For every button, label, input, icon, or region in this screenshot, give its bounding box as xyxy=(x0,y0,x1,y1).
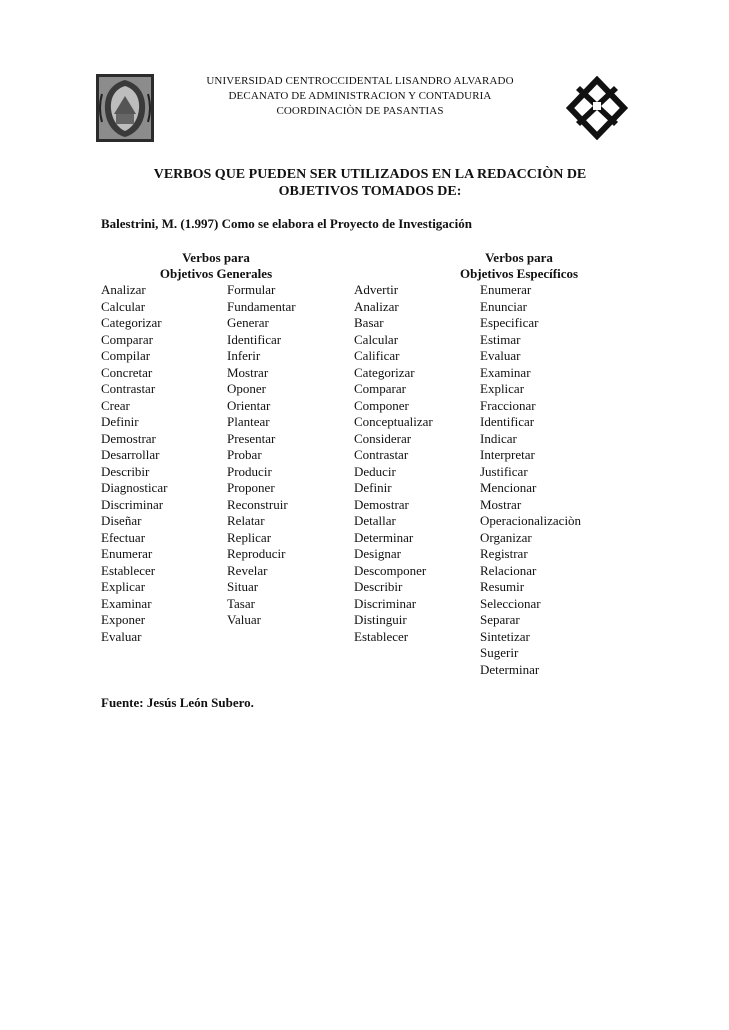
verb-item: Revelar xyxy=(227,562,268,578)
verb-item: Examinar xyxy=(480,364,531,380)
verb-item: Calcular xyxy=(354,331,399,347)
verb-item: Conceptualizar xyxy=(354,414,433,429)
verb-item: Formular xyxy=(227,282,276,297)
verb-item: Describir xyxy=(101,463,150,479)
verb-item: Discriminar xyxy=(101,496,164,512)
verb-item: Valuar xyxy=(227,612,261,627)
verb-item: Analizar xyxy=(354,298,399,314)
verb-item: Desarrollar xyxy=(101,447,160,462)
verb-item: Establecer xyxy=(354,628,409,644)
verb-item: Sugerir xyxy=(480,645,519,660)
title-line-1: VERBOS QUE PUEDEN SER UTILIZADOS EN LA REDACCIÒN DE xyxy=(153,167,587,182)
verb-item: Producir xyxy=(227,463,272,479)
title-line-2: OBJETIVOS TOMADOS DE: xyxy=(278,184,462,199)
deanery-emblem-icon xyxy=(566,76,628,140)
verb-item: Tasar xyxy=(227,595,255,611)
verb-item: Basar xyxy=(354,315,384,330)
verb-item: Seleccionar xyxy=(480,595,541,611)
verb-item: Detallar xyxy=(354,513,396,528)
source-footer: Fuente: Jesús León Subero. xyxy=(101,695,254,710)
verb-item: Separar xyxy=(480,612,520,627)
verb-item: Contrastar xyxy=(354,447,409,462)
verb-item: Demostrar xyxy=(354,496,409,512)
source-citation: Balestrini, M. (1.997) Como se elabora el Proyecto de Investigación xyxy=(101,216,472,231)
verb-item: Relatar xyxy=(227,513,265,528)
verb-item: Comparar xyxy=(354,381,406,396)
verb-item: Reproducir xyxy=(227,546,286,561)
verb-item: Crear xyxy=(101,397,130,413)
verb-item: Presentar xyxy=(227,430,276,446)
verb-item: Contrastar xyxy=(101,381,156,396)
verb-item: Fraccionar xyxy=(480,397,536,413)
verb-item: Orientar xyxy=(227,397,271,413)
verb-item: Determinar xyxy=(354,529,414,545)
verb-item: Plantear xyxy=(227,414,270,429)
verb-item: Especificar xyxy=(480,315,539,330)
verb-item: Replicar xyxy=(227,529,272,545)
verb-item: Mostrar xyxy=(480,496,522,512)
verb-item: Comparar xyxy=(101,331,153,347)
verb-item: Oponer xyxy=(227,381,266,396)
verb-item: Definir xyxy=(101,414,139,429)
verb-item: Mostrar xyxy=(227,364,269,380)
general-verbs-column-2 xyxy=(227,282,296,629)
verb-item: Mencionar xyxy=(480,480,537,495)
specific-heading-line-1: Verbos para xyxy=(485,250,553,265)
verb-item: Justificar xyxy=(480,463,528,479)
verb-item: Interpretar xyxy=(480,447,535,462)
verb-item: Resumir xyxy=(480,579,525,594)
verb-item: Situar xyxy=(227,579,259,594)
university-name: UNIVERSIDAD CENTROCCIDENTAL LISANDRO ALVARADO xyxy=(206,75,514,87)
verb-item: Diagnosticar xyxy=(101,480,168,495)
verb-item: Considerar xyxy=(354,430,412,446)
verb-item: Discriminar xyxy=(354,595,417,611)
specific-verbs-column-1 xyxy=(354,282,433,645)
verb-item: Generar xyxy=(227,315,269,330)
verb-item: Enumerar xyxy=(101,546,153,561)
verb-item: Probar xyxy=(227,447,262,462)
general-heading-line-2: Objetivos Generales xyxy=(159,266,273,281)
verb-item: Categorizar xyxy=(101,315,162,330)
verb-item: Analizar xyxy=(101,282,146,297)
verb-item: Distinguir xyxy=(354,612,407,627)
verb-item: Relacionar xyxy=(480,562,537,578)
verb-item: Establecer xyxy=(101,562,156,578)
verb-item: Categorizar xyxy=(354,364,415,380)
verb-item: Organizar xyxy=(480,529,532,545)
verb-item: Registrar xyxy=(480,546,528,561)
verb-item: Enunciar xyxy=(480,298,527,314)
specific-heading-line-2: Objetivos Específicos xyxy=(459,266,579,281)
deanery-name: DECANATO DE ADMINISTRACION Y CONTADURIA xyxy=(228,90,492,102)
verb-item: Determinar xyxy=(480,661,540,677)
verb-item: Advertir xyxy=(354,282,399,297)
verb-item: Evaluar xyxy=(101,628,142,644)
verb-item: Fundamentar xyxy=(227,298,296,314)
general-objectives-heading xyxy=(150,250,282,282)
verb-item: Designar xyxy=(354,546,401,561)
verb-item: Reconstruir xyxy=(227,496,288,512)
verb-item: Concretar xyxy=(101,364,153,380)
verb-item: Definir xyxy=(354,480,392,495)
verb-item: Explicar xyxy=(101,579,146,594)
verb-item: Explicar xyxy=(480,381,525,396)
verb-item: Descomponer xyxy=(354,562,427,578)
verb-item: Calificar xyxy=(354,348,400,363)
document-title xyxy=(90,166,650,200)
verb-item: Deducir xyxy=(354,463,396,479)
specific-objectives-heading xyxy=(452,250,586,282)
institution-header xyxy=(150,74,570,119)
verb-item: Enumerar xyxy=(480,282,532,297)
specific-verbs-column-2 xyxy=(480,282,581,678)
verb-item: Proponer xyxy=(227,480,275,495)
verb-item: Inferir xyxy=(227,348,261,363)
verb-item: Identificar xyxy=(227,331,282,347)
verb-item: Compilar xyxy=(101,348,151,363)
verb-item: Calcular xyxy=(101,298,146,314)
verb-item: Identificar xyxy=(480,414,535,429)
verb-item: Exponer xyxy=(101,612,146,627)
verb-item: Evaluar xyxy=(480,348,521,363)
verb-item: Operacionalizaciòn xyxy=(480,513,582,528)
university-seal-icon xyxy=(96,74,154,142)
verb-item: Estimar xyxy=(480,331,521,347)
verb-item: Sintetizar xyxy=(480,628,530,644)
coordination-name: COORDINACIÒN DE PASANTIAS xyxy=(276,105,444,117)
verb-item: Efectuar xyxy=(101,529,146,545)
verb-item: Componer xyxy=(354,397,409,413)
verb-item: Examinar xyxy=(101,595,152,611)
verb-item: Describir xyxy=(354,579,403,594)
verb-item: Demostrar xyxy=(101,430,156,446)
general-heading-line-1: Verbos para xyxy=(182,250,250,265)
verb-item: Indicar xyxy=(480,430,517,446)
verb-item: Diseñar xyxy=(101,513,142,528)
general-verbs-column-1 xyxy=(101,282,167,645)
